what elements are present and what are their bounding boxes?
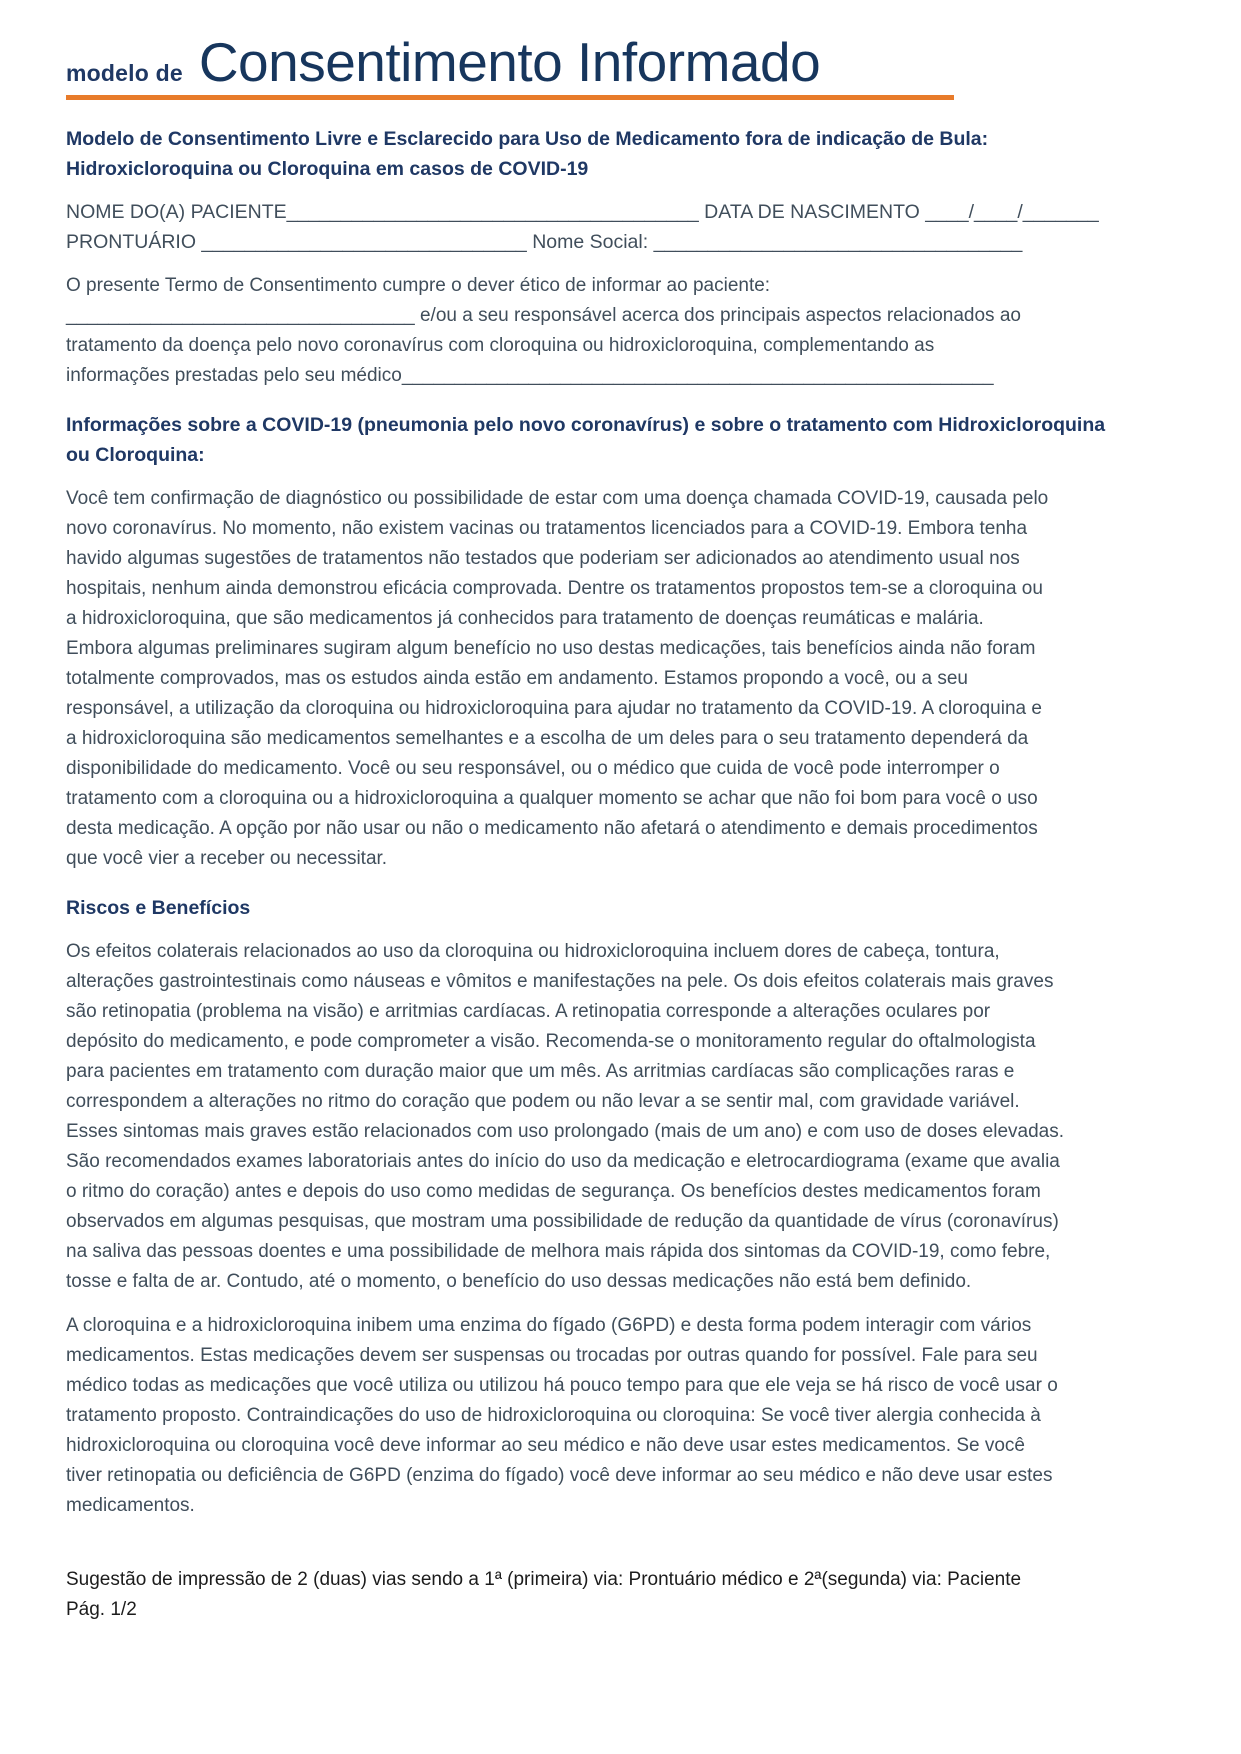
- text-line: informações prestadas pelo seu médico________________________________________________________: [66, 364, 994, 386]
- title-prefix: modelo de: [66, 60, 183, 86]
- informacoes-paragraph: [66, 484, 1175, 874]
- text-line: Hidroxicloroquina ou Cloroquina em casos de COVID-19: [66, 157, 589, 180]
- text-line: O presente Termo de Consentimento cumpre o dever ético de informar ao paciente:: [66, 274, 771, 296]
- text-line: NOME DO(A) PACIENTE______________________________________ DATA DE NASCIMENTO ____/____/_______: [66, 200, 1099, 223]
- text-line: disponibilidade do medicamento. Você ou seu responsável, ou o médico que cuida de você pode interromper o: [66, 757, 1000, 779]
- text-line: PRONTUÁRIO ______________________________ Nome Social: __________________________________: [66, 230, 1023, 253]
- text-line: Modelo de Consentimento Livre e Esclarecido para Uso de Medicamento fora de indicação de Bula:: [66, 127, 989, 150]
- text-line: médico todas as medicações que você utiliza ou utilizou há pouco tempo para que ele veja se há risco de você usar o: [66, 1374, 1058, 1396]
- text-line: medicamentos. Estas medicações devem ser suspensas ou trocadas por outras quando for possível. Fale para seu: [66, 1344, 1038, 1366]
- text-line: ou Cloroquina:: [66, 443, 205, 466]
- text-line: são retinopatia (problema na visão) e arritmias cardíacas. A retinopatia corresponde a alterações oculares por: [66, 1000, 991, 1022]
- intro-paragraph: [66, 271, 1175, 391]
- text-line: o ritmo do coração) antes e depois do uso como medidas de segurança. Os benefícios destes medicamentos foram: [66, 1180, 1041, 1202]
- print-note: [66, 1565, 1175, 1625]
- patient-identification-lines: [66, 197, 1175, 257]
- text-line: Os efeitos colaterais relacionados ao uso da cloroquina ou hidroxicloroquina incluem dores de cabeça, tontura,: [66, 940, 1000, 962]
- text-line: Riscos e Benefícios: [66, 896, 251, 919]
- text-line: desta medicação. A opção por não usar ou não o medicamento não afetará o atendimento e demais procedimentos: [66, 817, 1038, 839]
- text-line: tratamento da doença pelo novo coronavírus com cloroquina ou hidroxicloroquina, complementando as: [66, 334, 935, 356]
- text-line: tiver retinopatia ou deficiência de G6PD (enzima do fígado) você deve informar ao seu médico e não deve usar estes: [66, 1464, 1053, 1486]
- text-line: alterações gastrointestinais como náuseas e vômitos e manifestações na pele. Os dois efeitos colaterais mais graves: [66, 970, 1054, 992]
- riscos-paragraph-2: [66, 1311, 1175, 1521]
- text-line: totalmente comprovados, mas os estudos ainda estão em andamento. Estamos propondo a você, ou a seu: [66, 667, 968, 689]
- document-title-row: [66, 31, 1175, 93]
- page-title: Consentimento Informado: [198, 31, 821, 93]
- text-line: Embora algumas preliminares sugiram algum benefício no uso destas medicações, tais benefícios ainda não foram: [66, 637, 1036, 659]
- text-line: Esses sintomas mais graves estão relacionados com uso prolongado (mais de um ano) e com uso de doses elevadas.: [66, 1120, 1065, 1142]
- text-line: São recomendados exames laboratoriais antes do início do uso da medicação e eletrocardiograma (exame que avalia: [66, 1150, 1060, 1172]
- section-heading-riscos: [66, 893, 1175, 923]
- text-line: que você vier a receber ou necessitar.: [66, 847, 388, 869]
- text-line: Pág. 1/2: [66, 1598, 137, 1620]
- document-header: [66, 31, 1175, 100]
- text-line: _________________________________ e/ou a seu responsável acerca dos principais aspectos relacionados ao: [66, 304, 1021, 326]
- text-line: a hidroxicloroquina são medicamentos semelhantes e a escolha de um deles para o seu tratamento dependerá da: [66, 727, 1029, 749]
- text-line: na saliva das pessoas doentes e uma possibilidade de melhora mais rápida dos sintomas da COVID-19, como febre,: [66, 1240, 1051, 1262]
- text-line: a hidroxicloroquina, que são medicamentos já conhecidos para tratamento de doenças reumáticas e malária.: [66, 607, 984, 629]
- text-line: A cloroquina e a hidroxicloroquina inibem uma enzima do fígado (G6PD) e desta forma podem interagir com vários: [66, 1314, 1032, 1336]
- text-line: tratamento com a cloroquina ou a hidroxicloroquina a qualquer momento se achar que não foi bom para você o uso: [66, 787, 1038, 809]
- text-line: tosse e falta de ar. Contudo, até o momento, o benefício do uso dessas medicações não está bem definido.: [66, 1270, 972, 1292]
- text-line: Informações sobre a COVID-19 (pneumonia pelo novo coronavírus) e sobre o tratamento com Hidroxicloroquina: [66, 413, 1106, 436]
- text-line: para pacientes em tratamento com duração maior que um mês. As arritmias cardíacas são complicações raras e: [66, 1060, 1015, 1082]
- doc-subtitle: [66, 124, 1175, 184]
- text-line: correspondem a alterações no ritmo do coração que podem ou não levar a se sentir mal, com gravidade variável.: [66, 1090, 1020, 1112]
- riscos-paragraph-1: [66, 937, 1175, 1297]
- text-line: medicamentos.: [66, 1494, 195, 1516]
- document-content: [66, 124, 1175, 1625]
- text-line: observados em algumas pesquisas, que mostram uma possibilidade de redução da quantidade de vírus (coronavírus): [66, 1210, 1059, 1232]
- header-accent-rule: [66, 95, 954, 100]
- text-line: Sugestão de impressão de 2 (duas) vias sendo a 1ª (primeira) via: Prontuário médico e 2ª(segunda) via: Paciente: [66, 1568, 1022, 1590]
- text-line: Você tem confirmação de diagnóstico ou possibilidade de estar com uma doença chamada COVID-19, causada pelo: [66, 487, 1049, 509]
- text-line: havido algumas sugestões de tratamentos não testados que poderiam ser adicionados ao atendimento usual nos: [66, 547, 1020, 569]
- text-line: depósito do medicamento, e pode comprometer a visão. Recomenda-se o monitoramento regular do oftalmologista: [66, 1030, 1036, 1052]
- text-line: hospitais, nenhum ainda demonstrou eficácia comprovada. Dentre os tratamentos propostos tem-se a cloroquina ou: [66, 577, 1043, 599]
- text-line: tratamento proposto. Contraindicações do uso de hidroxicloroquina ou cloroquina: Se você tiver alergia conhecida à: [66, 1404, 1041, 1426]
- section-heading-informacoes: [66, 410, 1175, 470]
- text-line: novo coronavírus. No momento, não existem vacinas ou tratamentos licenciados para a COVID-19. Embora tenha: [66, 517, 1028, 539]
- text-line: hidroxicloroquina ou cloroquina você deve informar ao seu médico e não deve usar estes medicamentos. Se você: [66, 1434, 1025, 1456]
- text-line: responsável, a utilização da cloroquina ou hidroxicloroquina para ajudar no tratamento da COVID-19. A cloroquina e: [66, 697, 1042, 719]
